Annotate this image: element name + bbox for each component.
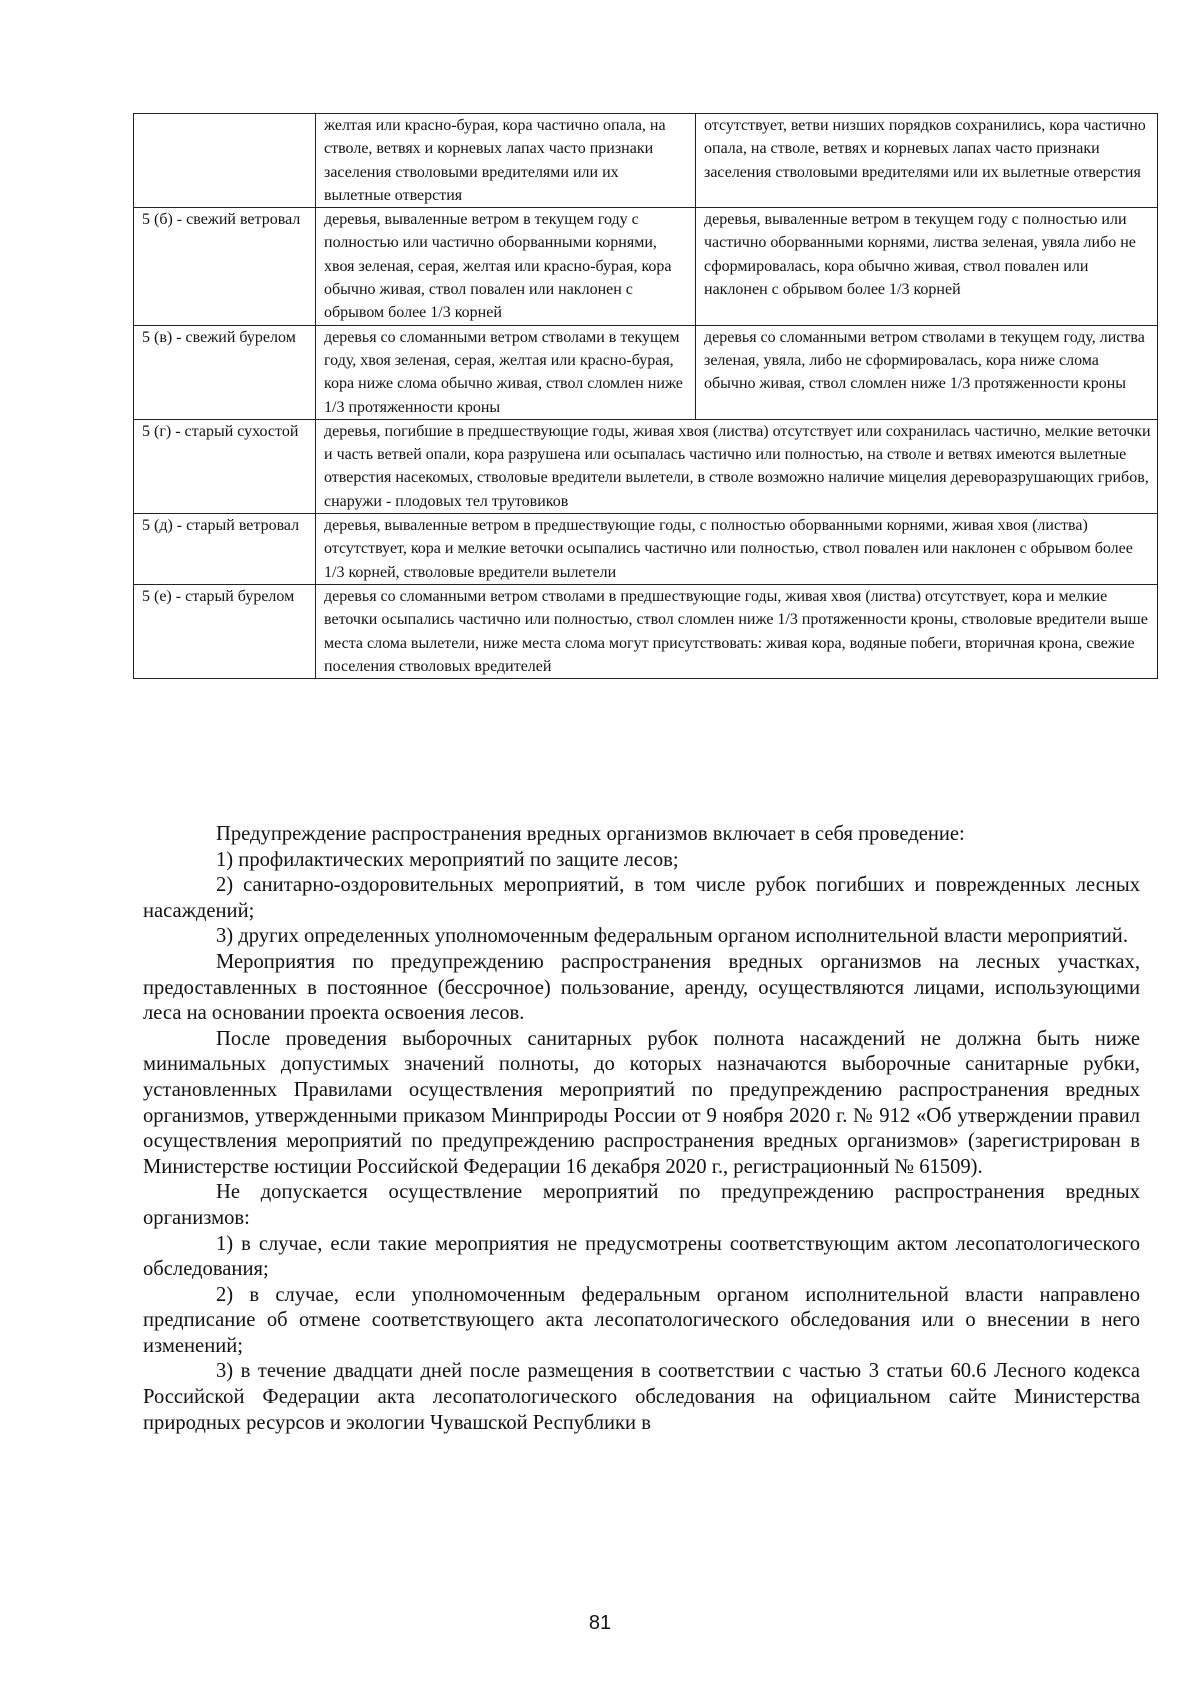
category-cell: 5 (д) - старый ветровал [134, 514, 316, 585]
table-row [134, 584, 1158, 678]
table-row [134, 325, 1158, 419]
table-row [134, 514, 1158, 585]
paragraph: После проведения выборочных санитарных рубок полнота насаждений не должна быть ниже минимальных допустимых значений полноты, до которых назначаются выборочные санитарные рубки, установленных Правилами осуществления мероприятий по предупреждению распространения вредных организмов, утвержденными приказом Минприроды России от 9 ноября 2020 г. № 912 «Об утверждении правил осуществления мероприятий по предупреждению распространения вредных организмов» (зарегистрирован в Министерстве юстиции Российской Федерации 16 декабря 2020 г., регистрационный № 61509). [143, 1027, 1140, 1178]
merged-description-cell: деревья, погибшие в предшествующие годы, живая хвоя (листва) отсутствует или сохранилась частично, мелкие веточки и часть ветвей опали, кора разрушена или осыпалась частично или полностью, на стволе и ветвях имеются вылетные отверстия насекомых, стволовые вредители вылетели, в стволе возможно наличие мицелия дереворазрушающих грибов, снаружи - плодовых тел трутовиков [316, 419, 1158, 513]
coniferous-description-cell: деревья, вываленные ветром в текущем году с полностью или частично оборванными корнями, хвоя зеленая, серая, желтая или красно-бурая, кора обычно живая, ствол повален или наклонен с обрывом более 1/3 корней [316, 208, 696, 325]
table-row [134, 208, 1158, 325]
paragraph: Мероприятия по предупреждению распространения вредных организмов на лесных участках, предоставленных в постоянное (бессрочное) пользование, аренду, осуществляются лицами, использующими леса на основании проекта освоения лесов. [143, 950, 1140, 1025]
category-cell [134, 114, 316, 208]
category-cell: 5 (е) - старый бурелом [134, 584, 316, 678]
paragraph: 3) других определенных уполномоченным федеральным органом исполнительной власти мероприятий. [216, 925, 1128, 948]
body-text [143, 822, 1140, 1436]
merged-description-cell: деревья со сломанными ветром стволами в предшествующие годы, живая хвоя (листва) отсутствует, кора и мелкие веточки осыпались частично или полностью, ствол сломлен ниже 1/3 протяженности кроны, стволовые вредители выше места слома вылетели, ниже места слома могут присутствовать: живая кора, водяные побеги, вторичная крона, свежие поселения стволовых вредителей [316, 584, 1158, 678]
deciduous-description-cell: деревья со сломанными ветром стволами в текущем году, листва зеленая, увяла, либо не сформировалась, кора ниже слома обычно живая, ствол сломлен ниже 1/3 протяженности кроны [696, 325, 1158, 419]
paragraph: Не допускается осуществление мероприятий по предупреждению распространения вредных организмов: [143, 1181, 1140, 1229]
coniferous-description-cell: желтая или красно-бурая, кора частично опала, на стволе, ветвях и корневых лапах часто признаки заселения стволовыми вредителями или их вылетные отверстия [316, 114, 696, 208]
category-cell: 5 (г) - старый сухостой [134, 419, 316, 513]
table-row [134, 114, 1158, 208]
deciduous-description-cell: деревья, вываленные ветром в текущем году с полностью или частично оборванными корнями, листва зеленая, увяла либо не сформировалась, кора обычно живая, ствол повален или наклонен с обрывом более 1/3 корней [696, 208, 1158, 325]
paragraph: 1) в случае, если такие мероприятия не предусмотрены соответствующим актом лесопатологического обследования; [143, 1232, 1140, 1281]
paragraph: 1) профилактических мероприятий по защите лесов; [216, 848, 679, 871]
category-cell: 5 (в) - свежий бурелом [134, 325, 316, 419]
category-cell: 5 (б) - свежий ветровал [134, 208, 316, 325]
deciduous-description-cell: отсутствует, ветви низших порядков сохранились, кора частично опала, на стволе, ветвях и корневых лапах часто признаки заселения стволовыми вредителями или их вылетные отверстия [696, 114, 1158, 208]
merged-description-cell: деревья, вываленные ветром в предшествующие годы, с полностью оборванными корнями, живая хвоя (листва) отсутствует, кора и мелкие веточки осыпались частично или полностью, ствол повален или наклонен с обрывом более 1/3 корней, стволовые вредители вылетели [316, 514, 1158, 585]
paragraph: 3) в течение двадцати дней после размещения в соответствии с частью 3 статьи 60.6 Лесного кодекса Российской Федерации акта лесопатологического обследования на официальном сайте Министерства природных ресурсов и экологии Чувашской Республики в [143, 1360, 1140, 1434]
tree-condition-table [133, 113, 1158, 679]
paragraph: 2) санитарно-оздоровительных мероприятий, в том числе рубок погибших и поврежденных лесных насаждений; [143, 874, 1140, 922]
table-row [134, 419, 1158, 513]
paragraph: Предупреждение распространения вредных организмов включает в себя проведение: [216, 823, 965, 845]
coniferous-description-cell: деревья со сломанными ветром стволами в текущем году, хвоя зеленая, серая, желтая или красно-бурая, кора ниже слома обычно живая, ствол сломлен ниже 1/3 протяженности кроны [316, 325, 696, 419]
paragraph: 2) в случае, если уполномоченным федеральным органом исполнительной власти направлено предписание об отмене соответствующего акта лесопатологического обследования или о внесении в него изменений; [143, 1283, 1140, 1357]
page-number: 81 [588, 1612, 612, 1634]
